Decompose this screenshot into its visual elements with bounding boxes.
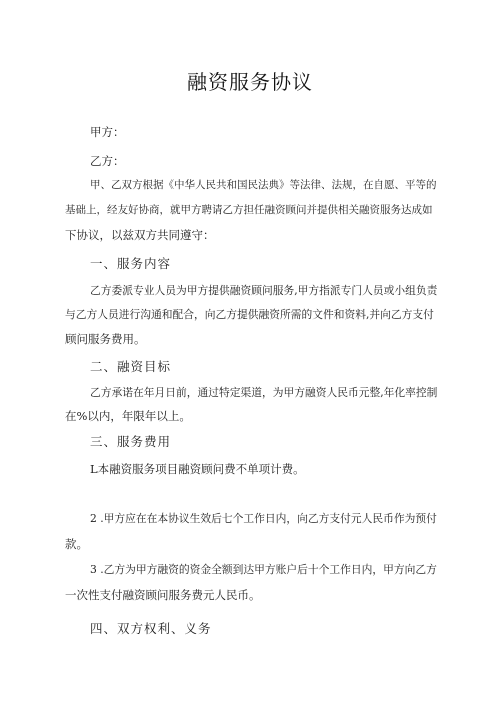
section-2-line-1: 乙方承诺在年月日前，通过特定渠道，为甲方融资人民币元整,年化率控制 xyxy=(90,386,438,399)
section-3-item-3-line-1: 3 .乙方为甲方融资的资金全额到达甲方账户后十个工作日内，甲方向乙方 xyxy=(90,563,437,576)
party-a-label: 甲方： xyxy=(90,125,125,139)
section-1-line-2: 与乙方人员进行沟通和配合，向乙方提供融资所需的文件和资料,并向乙方支付 xyxy=(65,308,434,321)
section-3-item-1: L本融资服务项目融资顾问费不单项计费。 xyxy=(90,462,305,476)
preamble-line-1: 甲、乙双方根据《中华人民共和国民法典》等法律、法规，在自愿、平等的 xyxy=(90,179,437,191)
document-title: 融资服务协议 xyxy=(187,70,313,94)
section-1-heading: 一、服务内容 xyxy=(90,256,172,271)
section-3-heading: 三、服务费用 xyxy=(90,434,172,449)
section-3-item-2-line-2: 款。 xyxy=(65,537,88,551)
preamble-line-3: 下协议，以兹双方共同遵守： xyxy=(65,228,215,242)
section-1-line-1: 乙方委派专业人员为甲方提供融资顾问服务,甲方指派专门人员或小组负责 xyxy=(90,284,438,297)
section-3-item-3-line-2: 一次性支付融资顾问服务费元人民币。 xyxy=(65,588,261,602)
preamble-line-2: 基础上，经友好协商，就甲方聘请乙方担任融资顾问并提供相关融资服务达成如 xyxy=(65,204,433,216)
section-2-line-2: 在%以内，年限年以上。 xyxy=(65,409,191,423)
section-4-heading: 四、双方权利、义务 xyxy=(90,621,212,636)
section-1-line-3: 顾问服务费用。 xyxy=(65,332,146,346)
section-3-item-2-line-1: 2 .甲方应在在本协议生效后七个工作日内，向乙方支付元人民币作为预付 xyxy=(90,512,437,525)
section-2-heading: 二、融资目标 xyxy=(90,359,172,374)
party-b-label: 乙方： xyxy=(90,154,125,168)
